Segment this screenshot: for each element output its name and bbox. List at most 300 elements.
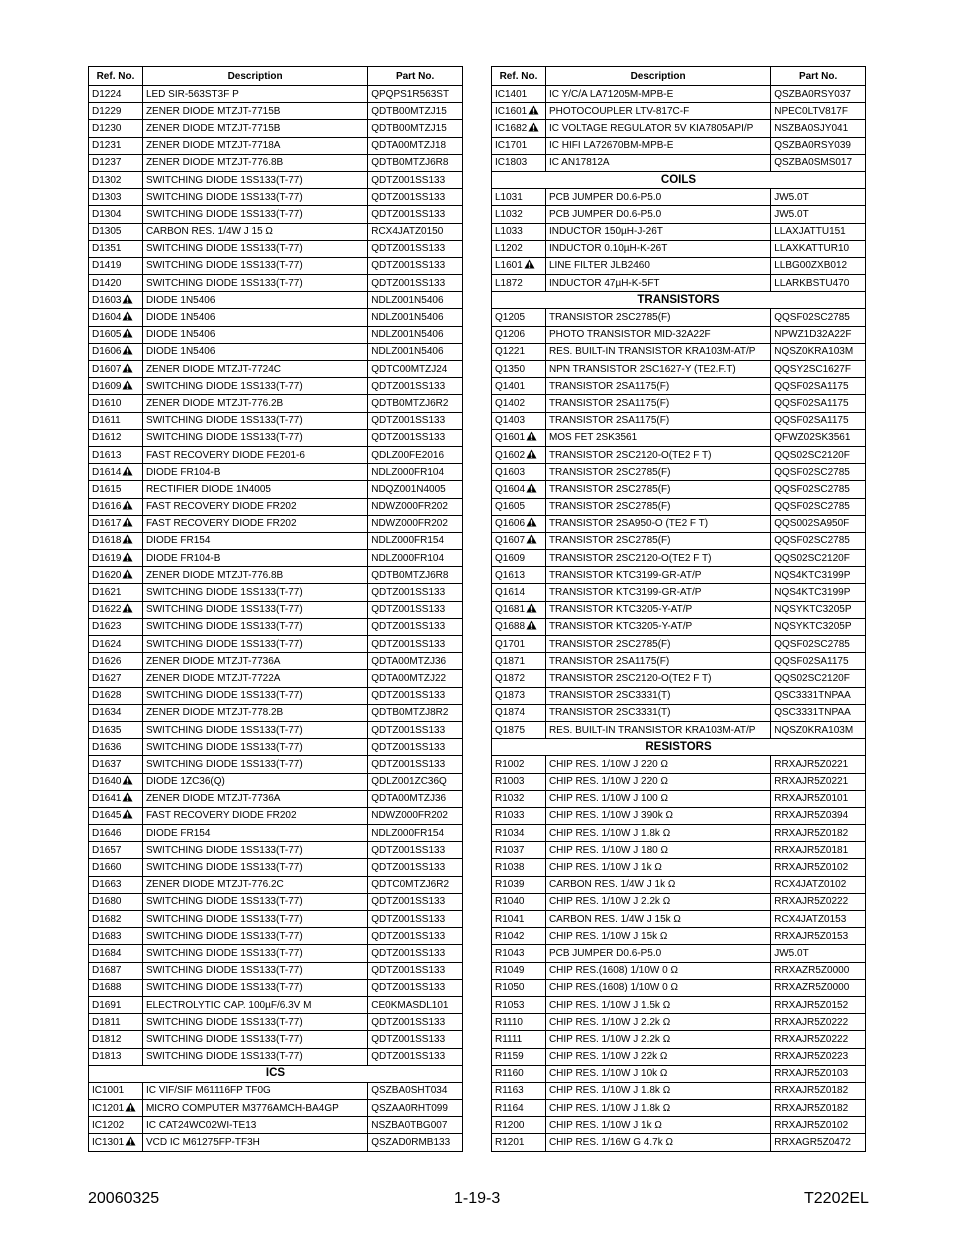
ref-cell bbox=[89, 1031, 143, 1048]
ref-number: L1031 bbox=[495, 191, 523, 203]
ref-number: Q1401 bbox=[495, 380, 526, 392]
table-row bbox=[89, 825, 463, 842]
table-row bbox=[89, 223, 463, 240]
part-number-cell: QDTZ001SS133 bbox=[368, 1031, 463, 1048]
table-row bbox=[89, 618, 463, 635]
part-number-cell: QQS02SC2120F bbox=[771, 550, 866, 567]
part-number-cell: NDWZ000FR202 bbox=[368, 515, 463, 532]
description-cell: DIODE 1N5406 bbox=[142, 326, 367, 343]
description-cell: TRANSISTOR KTC3199-GR-AT/P bbox=[545, 584, 770, 601]
safety-warning-icon bbox=[122, 603, 133, 613]
description-cell: CHIP RES. 1/10W J 2.2k Ω bbox=[545, 1031, 770, 1048]
part-number-cell: RRXAGR5Z0472 bbox=[771, 1134, 866, 1151]
ref-number: IC1202 bbox=[92, 1119, 125, 1131]
description-cell: TRANSISTOR KTC3205-Y-AT/P bbox=[545, 618, 770, 635]
ref-number: D1237 bbox=[92, 157, 122, 169]
ref-cell bbox=[492, 1048, 546, 1065]
description-cell: FAST RECOVERY DIODE FR202 bbox=[142, 807, 367, 824]
ref-number: Q1603 bbox=[495, 466, 526, 478]
table-row bbox=[492, 1065, 866, 1082]
ref-number: R1164 bbox=[495, 1102, 524, 1114]
ref-number: D1303 bbox=[92, 191, 122, 203]
ref-cell bbox=[89, 446, 143, 463]
ref-cell bbox=[492, 842, 546, 859]
description-cell: PCB JUMPER D0.6-P5.0 bbox=[545, 945, 770, 962]
description-cell: MOS FET 2SK3561 bbox=[545, 429, 770, 446]
table-row bbox=[492, 498, 866, 515]
ref-cell bbox=[492, 653, 546, 670]
part-number-cell: NQSZ0KRA103M bbox=[771, 343, 866, 360]
ref-number: Q1614 bbox=[495, 587, 526, 599]
description-cell: SWITCHING DIODE 1SS133(T-77) bbox=[142, 893, 367, 910]
ref-number: D1626 bbox=[92, 655, 122, 667]
ref-cell bbox=[89, 378, 143, 395]
table-row bbox=[89, 275, 463, 292]
table-row bbox=[89, 876, 463, 893]
table-row bbox=[89, 378, 463, 395]
part-number-cell: NDLZ000FR154 bbox=[368, 532, 463, 549]
ref-number: D1635 bbox=[92, 724, 122, 736]
part-number-cell: QQS02SC2120F bbox=[771, 670, 866, 687]
part-number-cell: NDLZ001N5406 bbox=[368, 309, 463, 326]
description-cell: ZENER DIODE MTZJT-7736A bbox=[142, 790, 367, 807]
ref-cell bbox=[492, 996, 546, 1013]
ref-number: D1680 bbox=[92, 896, 122, 908]
ref-number: Q1206 bbox=[495, 329, 526, 341]
section-title: ICS bbox=[89, 1065, 463, 1082]
ref-number: R1003 bbox=[495, 776, 525, 788]
description-cell: ZENER DIODE MTZJT-776.2B bbox=[142, 395, 367, 412]
table-row bbox=[89, 446, 463, 463]
table-row bbox=[89, 979, 463, 996]
part-number-cell: NDLZ001N5406 bbox=[368, 343, 463, 360]
part-number-cell: NDWZ000FR202 bbox=[368, 498, 463, 515]
table-row bbox=[89, 86, 463, 103]
footer-date: 20060325 bbox=[88, 1190, 160, 1207]
ref-number: D1305 bbox=[92, 226, 122, 238]
table-row bbox=[492, 240, 866, 257]
part-number-cell: RRXAJR5Z0223 bbox=[771, 1048, 866, 1065]
ref-cell bbox=[89, 412, 143, 429]
part-number-cell: QDTZ001SS133 bbox=[368, 636, 463, 653]
part-number-cell: RRXAJR5Z0153 bbox=[771, 928, 866, 945]
part-number-cell: NSZBA0SJY041 bbox=[771, 120, 866, 137]
ref-cell bbox=[492, 721, 546, 738]
ref-number: D1615 bbox=[92, 483, 122, 495]
part-number-cell: QDTZ001SS133 bbox=[368, 1048, 463, 1065]
ref-cell bbox=[492, 945, 546, 962]
ref-cell bbox=[89, 756, 143, 773]
safety-warning-icon bbox=[526, 431, 537, 441]
ref-cell bbox=[89, 1082, 143, 1099]
ref-cell bbox=[492, 189, 546, 206]
ref-number: D1302 bbox=[92, 174, 122, 186]
ref-cell bbox=[89, 361, 143, 378]
description-cell: ZENER DIODE MTZJT-776.8B bbox=[142, 154, 367, 171]
ref-cell bbox=[89, 515, 143, 532]
ref-cell bbox=[492, 807, 546, 824]
safety-warning-icon bbox=[526, 449, 537, 459]
safety-warning-icon bbox=[122, 345, 133, 355]
description-cell: SWITCHING DIODE 1SS133(T-77) bbox=[142, 945, 367, 962]
table-row bbox=[89, 893, 463, 910]
description-cell: CHIP RES. 1/10W J 2.2k Ω bbox=[545, 893, 770, 910]
description-cell: TRANSISTOR 2SC2785(F) bbox=[545, 498, 770, 515]
description-cell: FAST RECOVERY DIODE FR202 bbox=[142, 498, 367, 515]
table-row bbox=[492, 773, 866, 790]
ref-cell bbox=[89, 739, 143, 756]
table-row bbox=[89, 1014, 463, 1031]
description-cell: TRANSISTOR KTC3205-Y-AT/P bbox=[545, 601, 770, 618]
safety-warning-icon bbox=[526, 517, 537, 527]
part-number-cell: QDTA00MTZJ22 bbox=[368, 670, 463, 687]
ref-cell bbox=[89, 859, 143, 876]
ref-cell bbox=[89, 670, 143, 687]
col-header-ref: Ref. No. bbox=[89, 67, 143, 86]
part-number-cell: RRXAJR5Z0102 bbox=[771, 859, 866, 876]
ref-cell bbox=[492, 343, 546, 360]
ref-cell bbox=[492, 464, 546, 481]
part-number-cell: NDLZ000FR104 bbox=[368, 464, 463, 481]
ref-cell bbox=[492, 1134, 546, 1151]
description-cell: TRANSISTOR 2SC2120-O(TE2 F T) bbox=[545, 446, 770, 463]
table-row bbox=[89, 773, 463, 790]
description-cell: SWITCHING DIODE 1SS133(T-77) bbox=[142, 842, 367, 859]
ref-number: IC1301 bbox=[92, 1137, 125, 1149]
footer-page-number: 1-19-3 bbox=[454, 1190, 501, 1207]
part-number-cell: QDLZ001ZC36Q bbox=[368, 773, 463, 790]
table-row bbox=[492, 532, 866, 549]
ref-number: R1049 bbox=[495, 965, 525, 977]
table-row bbox=[89, 206, 463, 223]
ref-cell bbox=[89, 464, 143, 481]
ref-number: D1624 bbox=[92, 638, 122, 650]
part-number-cell: QDTZ001SS133 bbox=[368, 206, 463, 223]
ref-number: Q1605 bbox=[495, 501, 526, 513]
ref-number: R1163 bbox=[495, 1085, 524, 1097]
description-cell: TRANSISTOR 2SC2785(F) bbox=[545, 309, 770, 326]
ref-cell bbox=[89, 790, 143, 807]
description-cell: RES. BUILT-IN TRANSISTOR KRA103M-AT/P bbox=[545, 721, 770, 738]
ref-cell bbox=[89, 343, 143, 360]
ref-number: R1110 bbox=[495, 1016, 523, 1028]
ref-cell bbox=[89, 550, 143, 567]
description-cell: ZENER DIODE MTZJT-7718A bbox=[142, 137, 367, 154]
description-cell: DIODE FR104-B bbox=[142, 464, 367, 481]
description-cell: TRANSISTOR 2SA1175(F) bbox=[545, 653, 770, 670]
part-number-cell: NQSYKTC3205P bbox=[771, 601, 866, 618]
description-cell: DIODE FR104-B bbox=[142, 550, 367, 567]
part-number-cell: QDTZ001SS133 bbox=[368, 962, 463, 979]
description-cell: CHIP RES. 1/10W J 220 Ω bbox=[545, 756, 770, 773]
description-cell: ZENER DIODE MTZJT-7736A bbox=[142, 653, 367, 670]
description-cell: ZENER DIODE MTZJT-776.2C bbox=[142, 876, 367, 893]
ref-cell bbox=[492, 257, 546, 274]
ref-cell bbox=[492, 1100, 546, 1117]
description-cell: SWITCHING DIODE 1SS133(T-77) bbox=[142, 859, 367, 876]
table-row bbox=[492, 928, 866, 945]
ref-cell bbox=[89, 636, 143, 653]
ref-cell bbox=[492, 670, 546, 687]
description-cell: INDUCTOR 47µH-K-5FT bbox=[545, 275, 770, 292]
ref-cell bbox=[89, 532, 143, 549]
table-row bbox=[492, 876, 866, 893]
ref-cell bbox=[89, 1100, 143, 1117]
ref-cell bbox=[492, 636, 546, 653]
description-cell: CARBON RES. 1/4W J 1k Ω bbox=[545, 876, 770, 893]
part-number-cell: QQSF02SC2785 bbox=[771, 481, 866, 498]
description-cell: SWITCHING DIODE 1SS133(T-77) bbox=[142, 928, 367, 945]
table-row bbox=[89, 601, 463, 618]
part-number-cell: QDTZ001SS133 bbox=[368, 618, 463, 635]
part-number-cell: QDTZ001SS133 bbox=[368, 584, 463, 601]
ref-number: R1038 bbox=[495, 862, 525, 874]
table-row bbox=[89, 790, 463, 807]
ref-number: R1032 bbox=[495, 793, 525, 805]
ref-cell bbox=[492, 1014, 546, 1031]
ref-number: D1619 bbox=[92, 552, 122, 564]
ref-number: L1033 bbox=[495, 226, 523, 238]
table-row bbox=[492, 618, 866, 635]
part-number-cell: RRXAJR5Z0182 bbox=[771, 1082, 866, 1099]
ref-cell bbox=[492, 928, 546, 945]
ref-cell bbox=[492, 86, 546, 103]
ref-number: D1811 bbox=[92, 1016, 121, 1028]
part-number-cell: QDTC00MTZJ24 bbox=[368, 361, 463, 378]
description-cell: SWITCHING DIODE 1SS133(T-77) bbox=[142, 601, 367, 618]
description-cell: TRANSISTOR 2SC2120-O(TE2 F T) bbox=[545, 670, 770, 687]
ref-cell bbox=[89, 275, 143, 292]
table-row bbox=[89, 567, 463, 584]
ref-number: Q1602 bbox=[495, 449, 526, 461]
description-cell: PCB JUMPER D0.6-P5.0 bbox=[545, 189, 770, 206]
table-row bbox=[492, 326, 866, 343]
description-cell: SWITCHING DIODE 1SS133(T-77) bbox=[142, 429, 367, 446]
ref-cell bbox=[492, 618, 546, 635]
ref-cell bbox=[89, 86, 143, 103]
ref-number: D1660 bbox=[92, 862, 122, 874]
safety-warning-icon bbox=[122, 775, 133, 785]
ref-cell bbox=[492, 1031, 546, 1048]
description-cell: INDUCTOR 150µH-J-26T bbox=[545, 223, 770, 240]
col-header-description: Description bbox=[545, 67, 770, 86]
safety-warning-icon bbox=[122, 466, 133, 476]
ref-number: IC1601 bbox=[495, 105, 528, 117]
ref-cell bbox=[89, 653, 143, 670]
section-title: TRANSISTORS bbox=[492, 292, 866, 309]
table-row bbox=[492, 550, 866, 567]
ref-cell bbox=[492, 911, 546, 928]
ref-cell bbox=[89, 928, 143, 945]
table-row bbox=[492, 721, 866, 738]
description-cell: CARBON RES. 1/4W J 15k Ω bbox=[545, 911, 770, 928]
description-cell: DIODE FR154 bbox=[142, 825, 367, 842]
ref-cell bbox=[89, 429, 143, 446]
ref-cell bbox=[492, 1117, 546, 1134]
ref-cell bbox=[89, 103, 143, 120]
ref-cell bbox=[492, 893, 546, 910]
ref-cell bbox=[89, 876, 143, 893]
ref-cell bbox=[89, 223, 143, 240]
ref-cell bbox=[492, 876, 546, 893]
part-number-cell: RRXAJR5Z0182 bbox=[771, 825, 866, 842]
description-cell: CHIP RES. 1/10W J 220 Ω bbox=[545, 773, 770, 790]
ref-cell bbox=[89, 618, 143, 635]
part-number-cell: QDTZ001SS133 bbox=[368, 859, 463, 876]
part-number-cell: RRXAJR5Z0222 bbox=[771, 893, 866, 910]
ref-number: Q1701 bbox=[495, 638, 526, 650]
table-row bbox=[492, 257, 866, 274]
ref-number: D1684 bbox=[92, 947, 122, 959]
table-row bbox=[89, 361, 463, 378]
ref-number: D1618 bbox=[92, 535, 122, 547]
ref-number: R1201 bbox=[495, 1137, 525, 1149]
table-row bbox=[89, 1134, 463, 1151]
table-row bbox=[492, 1100, 866, 1117]
part-number-cell: JW5.0T bbox=[771, 945, 866, 962]
part-number-cell: QDTZ001SS133 bbox=[368, 979, 463, 996]
ref-cell bbox=[89, 326, 143, 343]
part-number-cell: QDTB0MTZJ8R2 bbox=[368, 704, 463, 721]
table-row bbox=[89, 687, 463, 704]
ref-number: Q1613 bbox=[495, 569, 526, 581]
part-number-cell: QQSF02SA1175 bbox=[771, 412, 866, 429]
ref-number: Q1402 bbox=[495, 397, 526, 409]
ref-cell bbox=[492, 137, 546, 154]
part-number-cell: QDTZ001SS133 bbox=[368, 687, 463, 704]
part-number-cell: RCX4JATZ0150 bbox=[368, 223, 463, 240]
table-row bbox=[492, 1117, 866, 1134]
description-cell: CHIP RES. 1/10W J 100 Ω bbox=[545, 790, 770, 807]
ref-cell bbox=[492, 825, 546, 842]
part-number-cell: RRXAJR5Z0222 bbox=[771, 1014, 866, 1031]
table-row bbox=[492, 275, 866, 292]
description-cell: DIODE 1ZC36(Q) bbox=[142, 773, 367, 790]
description-cell: PHOTO TRANSISTOR MID-32A22F bbox=[545, 326, 770, 343]
table-row bbox=[492, 189, 866, 206]
description-cell: VCD IC M61275FP-TF3H bbox=[142, 1134, 367, 1151]
description-cell: SWITCHING DIODE 1SS133(T-77) bbox=[142, 687, 367, 704]
ref-cell bbox=[492, 859, 546, 876]
footer-model: T2202EL bbox=[804, 1190, 869, 1207]
ref-cell bbox=[492, 601, 546, 618]
ref-number: D1420 bbox=[92, 277, 122, 289]
part-number-cell: NDLZ001N5406 bbox=[368, 292, 463, 309]
ref-number: D1613 bbox=[92, 449, 122, 461]
safety-warning-icon bbox=[524, 259, 535, 269]
ref-cell bbox=[492, 773, 546, 790]
table-row bbox=[492, 86, 866, 103]
description-cell: TRANSISTOR 2SA1175(F) bbox=[545, 378, 770, 395]
part-number-cell: RCX4JATZ0153 bbox=[771, 911, 866, 928]
part-number-cell: LLAXJATTU151 bbox=[771, 223, 866, 240]
description-cell: SWITCHING DIODE 1SS133(T-77) bbox=[142, 206, 367, 223]
ref-number: D1609 bbox=[92, 380, 122, 392]
table-row bbox=[89, 911, 463, 928]
table-row bbox=[89, 154, 463, 171]
table-row bbox=[89, 945, 463, 962]
part-number-cell: QDTZ001SS133 bbox=[368, 911, 463, 928]
ref-cell bbox=[492, 326, 546, 343]
ref-cell bbox=[492, 240, 546, 257]
table-row bbox=[492, 962, 866, 979]
ref-cell bbox=[89, 1048, 143, 1065]
description-cell: SWITCHING DIODE 1SS133(T-77) bbox=[142, 584, 367, 601]
ref-number: R1002 bbox=[495, 758, 525, 770]
ref-cell bbox=[492, 790, 546, 807]
ref-number: D1605 bbox=[92, 329, 122, 341]
part-number-cell: QDTZ001SS133 bbox=[368, 412, 463, 429]
ref-cell bbox=[492, 412, 546, 429]
description-cell: CHIP RES. 1/10W J 1k Ω bbox=[545, 859, 770, 876]
ref-cell bbox=[89, 773, 143, 790]
ref-cell bbox=[492, 309, 546, 326]
table-row bbox=[492, 584, 866, 601]
table-row bbox=[492, 464, 866, 481]
part-number-cell: QSZBA0RSY037 bbox=[771, 86, 866, 103]
description-cell: SWITCHING DIODE 1SS133(T-77) bbox=[142, 240, 367, 257]
ref-number: D1645 bbox=[92, 810, 122, 822]
ref-number: Q1221 bbox=[495, 346, 526, 358]
table-header-row bbox=[492, 67, 866, 86]
description-cell: CHIP RES. 1/10W J 2.2k Ω bbox=[545, 1014, 770, 1031]
description-cell: TRANSISTOR KTC3199-GR-AT/P bbox=[545, 567, 770, 584]
part-number-cell: RCX4JATZ0102 bbox=[771, 876, 866, 893]
ref-number: D1230 bbox=[92, 122, 122, 134]
ref-cell bbox=[492, 395, 546, 412]
description-cell: ZENER DIODE MTZJT-7715B bbox=[142, 103, 367, 120]
ref-cell bbox=[492, 120, 546, 137]
ref-cell bbox=[89, 189, 143, 206]
ref-number: Q1607 bbox=[495, 535, 526, 547]
description-cell: SWITCHING DIODE 1SS133(T-77) bbox=[142, 962, 367, 979]
description-cell: SWITCHING DIODE 1SS133(T-77) bbox=[142, 739, 367, 756]
ref-cell bbox=[492, 1065, 546, 1082]
description-cell: SWITCHING DIODE 1SS133(T-77) bbox=[142, 412, 367, 429]
description-cell: TRANSISTOR 2SC3331(T) bbox=[545, 704, 770, 721]
description-cell: IC VIF/SIF M61116FP TF0G bbox=[142, 1082, 367, 1099]
ref-number: R1050 bbox=[495, 982, 525, 994]
part-number-cell: NDWZ000FR202 bbox=[368, 807, 463, 824]
ref-number: D1634 bbox=[92, 707, 122, 719]
description-cell: MICRO COMPUTER M3776AMCH-BA4GP bbox=[142, 1100, 367, 1117]
part-number-cell: RRXAJR5Z0103 bbox=[771, 1065, 866, 1082]
part-number-cell: QDTB0MTZJ6R8 bbox=[368, 154, 463, 171]
table-row bbox=[492, 515, 866, 532]
table-row bbox=[89, 636, 463, 653]
part-number-cell: QSZBA0RSY039 bbox=[771, 137, 866, 154]
part-number-cell: NQS4KTC3199P bbox=[771, 567, 866, 584]
ref-number: R1160 bbox=[495, 1068, 524, 1080]
ref-cell bbox=[492, 206, 546, 223]
description-cell: ELECTROLYTIC CAP. 100µF/6.3V M bbox=[142, 996, 367, 1013]
ref-number: IC1001 bbox=[92, 1085, 125, 1097]
description-cell: TRANSISTOR 2SA950-O (TE2 F T) bbox=[545, 515, 770, 532]
ref-cell bbox=[89, 137, 143, 154]
ref-number: D1691 bbox=[92, 999, 122, 1011]
part-number-cell: QDTB0MTZJ6R8 bbox=[368, 567, 463, 584]
description-cell: PCB JUMPER D0.6-P5.0 bbox=[545, 206, 770, 223]
description-cell: ZENER DIODE MTZJT-7722A bbox=[142, 670, 367, 687]
ref-number: D1607 bbox=[92, 363, 122, 375]
part-number-cell: QDTA00MTZJ36 bbox=[368, 653, 463, 670]
safety-warning-icon bbox=[122, 311, 133, 321]
ref-number: D1622 bbox=[92, 604, 122, 616]
ref-cell bbox=[89, 911, 143, 928]
col-header-part-no: Part No. bbox=[368, 67, 463, 86]
part-number-cell: LLBG00ZXB012 bbox=[771, 257, 866, 274]
ref-number: Q1609 bbox=[495, 552, 526, 564]
